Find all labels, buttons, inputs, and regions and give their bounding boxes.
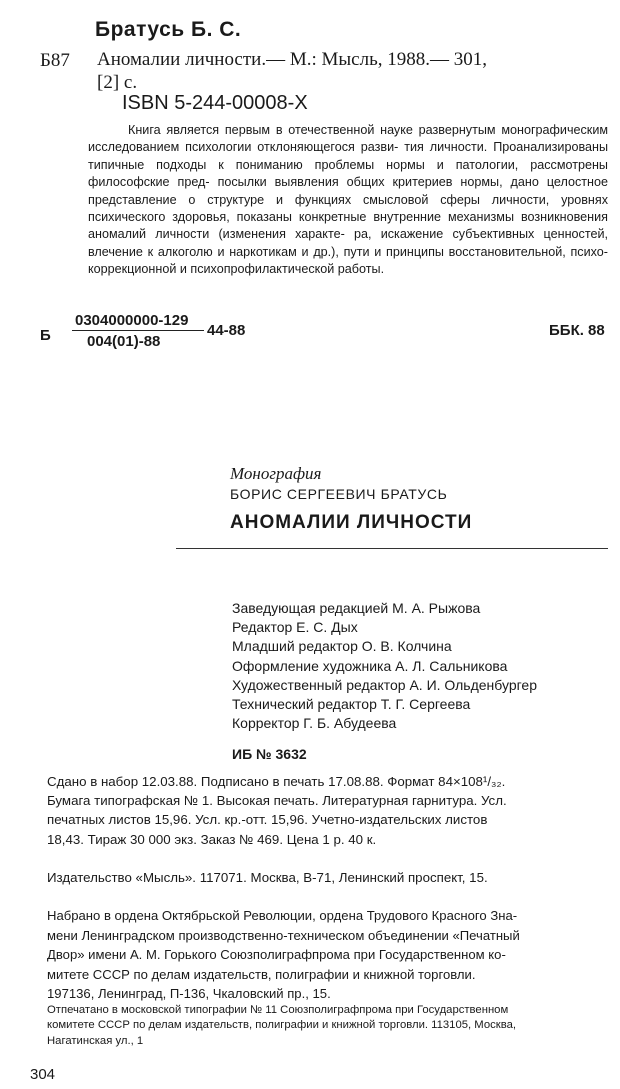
abstract (88, 122, 608, 279)
abstract-line: уровнях психического здоровья, показаны конкретные внутренние (88, 192, 608, 225)
credit-line: Технический редактор Т. Г. Сергеева (232, 696, 471, 713)
fraction-line (72, 330, 204, 331)
author-full-name: БОРИС СЕРГЕЕВИЧ БРАТУСЬ (230, 486, 448, 502)
printed-note-line: комитете СССР по делам издательств, полиграфии и книжной торговли. 113105, Москва, (47, 1019, 517, 1032)
catalog-class-code: Б87 (40, 50, 70, 71)
printer-line: мени Ленинградском производственно-техническом объединении «Печатный (47, 927, 520, 943)
printer-line: 197136, Ленинград, П-136, Чкаловский пр., 15. (47, 986, 331, 1002)
divider (176, 548, 608, 549)
abstract-line: проблемы нормы и патологии, рассмотрены философские пред- (88, 157, 608, 190)
index-numerator: 0304000000-129 (75, 312, 189, 329)
book-title: АНОМАЛИИ ЛИЧНОСТИ (230, 512, 473, 533)
isbn: ISBN 5-244-00008-X (122, 92, 308, 114)
catalog-entry-line: [2] с. (97, 72, 138, 93)
credit-line: Младший редактор О. В. Колчина (232, 638, 452, 655)
print-line: Сдано в набор 12.03.88. Подписано в печать 17.08.88. Формат 84×108¹/₃₂. (47, 774, 506, 789)
credit-line: Редактор Е. С. Дых (232, 619, 358, 636)
credit-line: Оформление художника А. Л. Сальникова (232, 657, 508, 674)
bbk-code: ББК. 88 (549, 322, 605, 339)
abstract-line: Книга является первым в отечественной науке развернутым (128, 123, 496, 137)
printed-note (47, 1003, 612, 1049)
abstract-line: ра, искажение субъективных ценностей, влечение к алкоголю и (88, 227, 609, 259)
print-line: Бумага типографская № 1. Высокая печать. Литературная гарнитура. Усл. (47, 793, 507, 809)
abstract-line: наркотикам и др.), пути и принципы восстановительной, психо- (229, 244, 608, 259)
abstract-line: коррекционной и психопрофилактической работы. (88, 262, 385, 277)
index-letter: Б (40, 327, 51, 344)
abstract-line: посылки выявления общих критериев нормы, дано целостное (217, 175, 608, 190)
catalog-entry (97, 48, 607, 94)
credit-line: Заведующая редакцией М. А. Рыжова (232, 600, 481, 616)
index-right: 44-88 (207, 322, 246, 339)
printed-note-line: Нагатинская ул., 1 (47, 1034, 144, 1047)
print-data (47, 772, 612, 849)
credit-line: Корректор Г. Б. Абудеева (232, 715, 397, 732)
abstract-text (88, 122, 608, 279)
genre: Монография (230, 464, 322, 483)
printed-note-line: Отпечатано в московской типографии № 11 Союзполиграфпрома при Государственном (47, 1004, 509, 1016)
abstract-line: монографическим исследованием психологии отклоняющегося разви- (88, 123, 609, 155)
printer-info (47, 906, 612, 1004)
print-line: печатных листов 15,96. Усл. кр.-отт. 15,96. Учетно-издательских листов (47, 812, 488, 828)
abstract-line: тия личности. Проанализированы типичные подходы к пониманию (88, 140, 609, 172)
abstract-line: представление о структуре и функциях смысловой сферы личности, (88, 192, 550, 207)
ib-number: ИБ № 3632 (232, 746, 307, 762)
print-line: 18,43. Тираж 30 000 экз. Заказ № 469. Цена 1 р. 40 к. (47, 831, 377, 847)
credit-line: Художественный редактор А. И. Ольденбургер (232, 676, 537, 693)
publisher-address: Издательство «Мысль». 117071. Москва, В-71, Ленинский проспект, 15. (47, 870, 488, 885)
printer-line: Двор» имени А. М. Горького Союзполиграфпрома при Государственном ко- (47, 947, 506, 963)
credits (232, 599, 537, 733)
page-number: 304 (30, 1066, 56, 1083)
abstract-line: механизмы возникновения аномалий личности (изменения характе- (88, 210, 608, 242)
printer-line: Набрано в ордена Октябрьской Революции, ордена Трудового Красного Зна- (47, 908, 518, 923)
catalog-author: Братусь Б. С. (95, 18, 242, 41)
catalog-entry-line: Аномалии личности.— М.: Мысль, 1988.— 301, (97, 49, 488, 70)
index-denominator: 004(01)-88 (87, 333, 161, 350)
printer-line: митете СССР по делам издательств, полиграфии и книжной торговли. (47, 966, 476, 982)
